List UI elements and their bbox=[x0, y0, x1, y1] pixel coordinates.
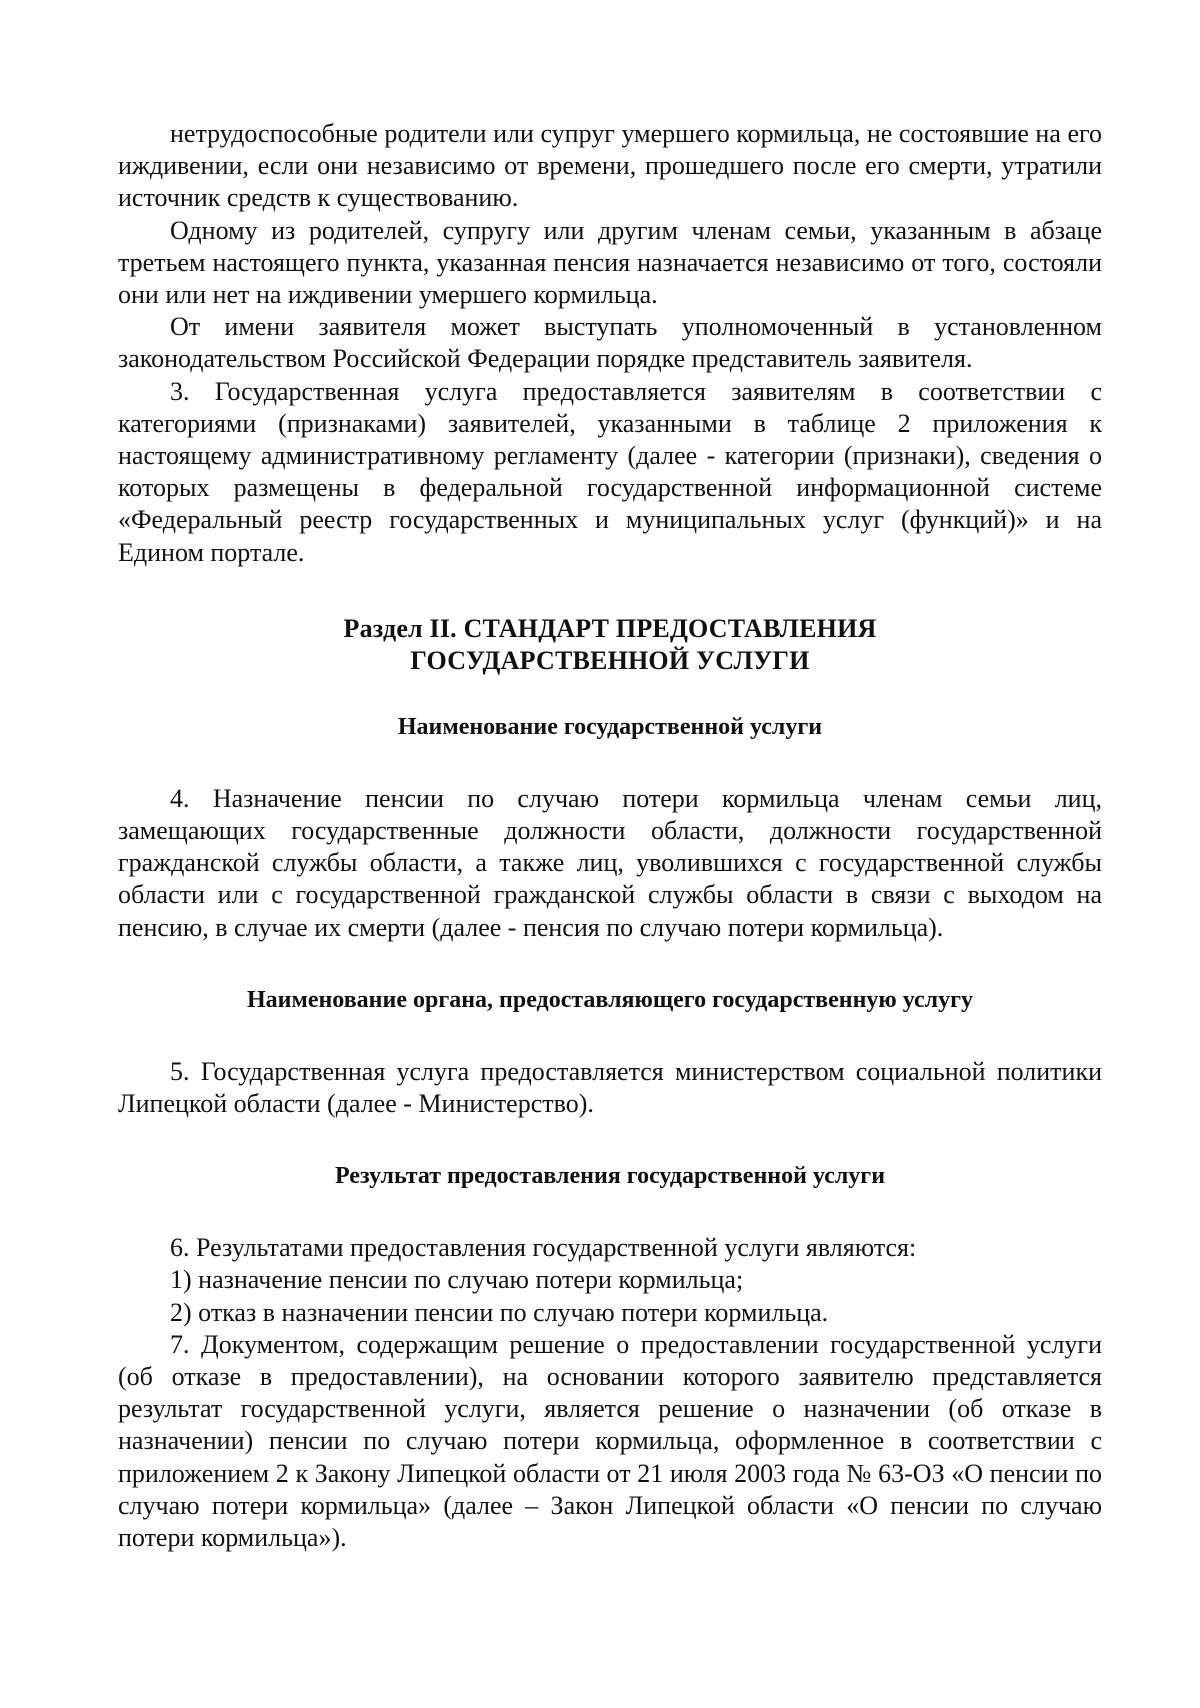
heading-service-result: Результат предоставления государственной услуги bbox=[334, 1163, 886, 1190]
paragraph-result-2: 2) отказ в назначении пенсии по случаю потери кормильца. bbox=[170, 1297, 829, 1327]
paragraph-parents-spouse: Одному из родителей, супругу или другим членам семьи, указанным в абзаце третьем настоящего пункта, указанная пенсия назначается независимо от того, состояли они или нет на иждивении умершего кормильца. bbox=[118, 215, 1102, 310]
document-body bbox=[118, 118, 1102, 1554]
paragraph-representative: От имени заявителя может выступать уполномоченный в установленном законодательством Российской Федерации порядке представитель заявителя. bbox=[118, 312, 1102, 374]
heading-service-name: Наименование государственной услуги bbox=[397, 713, 823, 740]
paragraph-result-1: 1) назначение пенсии по случаю потери кормильца; bbox=[170, 1265, 744, 1295]
heading-authority-name: Наименование органа, предоставляющего государственную услугу bbox=[246, 986, 974, 1013]
paragraph-item-3: 3. Государственная услуга предоставляется заявителям в соответствии с категориями (признаками) заявителей, указанными в таблице 2 приложения к настоящему административному регламенту (далее - категории (признаки), сведения о которых размещены в федеральной государственной информационной системе «Федеральный реестр государственных и муниципальных услуг (функций)» и на Едином портале. bbox=[118, 376, 1102, 567]
section-title bbox=[118, 613, 1102, 677]
paragraph-item-5: 5. Государственная услуга предоставляется министерством социальной политики Липецкой области (далее - Министерство). bbox=[118, 1056, 1102, 1119]
paragraph-item-6: 6. Результатами предоставления государственной услуги являются: bbox=[170, 1233, 917, 1263]
section-title-line-2: ГОСУДАРСТВЕННОЙ УСЛУГИ bbox=[410, 645, 810, 675]
section-title-line-1: Раздел II. СТАНДАРТ ПРЕДОСТАВЛЕНИЯ bbox=[343, 613, 877, 643]
paragraph-item-7: 7. Документом, содержащим решение о предоставлении государственной услуги (об отказе в предоставлении), на основании которого заявителю представляется результат государственной услуги, является решение о назначении (об отказе в назначении) пенсии по случаю потери кормильца, оформленное в соответствии с приложением 2 к Закону Липецкой области от 21 июля 2003 года № 63-ОЗ «О пенсии по случаю потери кормильца» (далее – Закон Липецкой области «О пенсии по случаю потери кормильца»). bbox=[118, 1329, 1102, 1553]
paragraph-item-4: 4. Назначение пенсии по случаю потери кормильца членам семьи лиц, замещающих государственные должности области, должности государственной гражданской службы области, а также лиц, уволившихся с государственной службы области или с государственной гражданской службы области в связи с выходом на пенсию, в случае их смерти (далее - пенсия по случаю потери кормильца). bbox=[118, 783, 1102, 942]
paragraph-continuation: нетрудоспособные родители или супруг умершего кормильца, не состоявшие на его иждивении, если они независимо от времени, прошедшего после его смерти, утратили источник средств к существованию. bbox=[118, 119, 1102, 213]
